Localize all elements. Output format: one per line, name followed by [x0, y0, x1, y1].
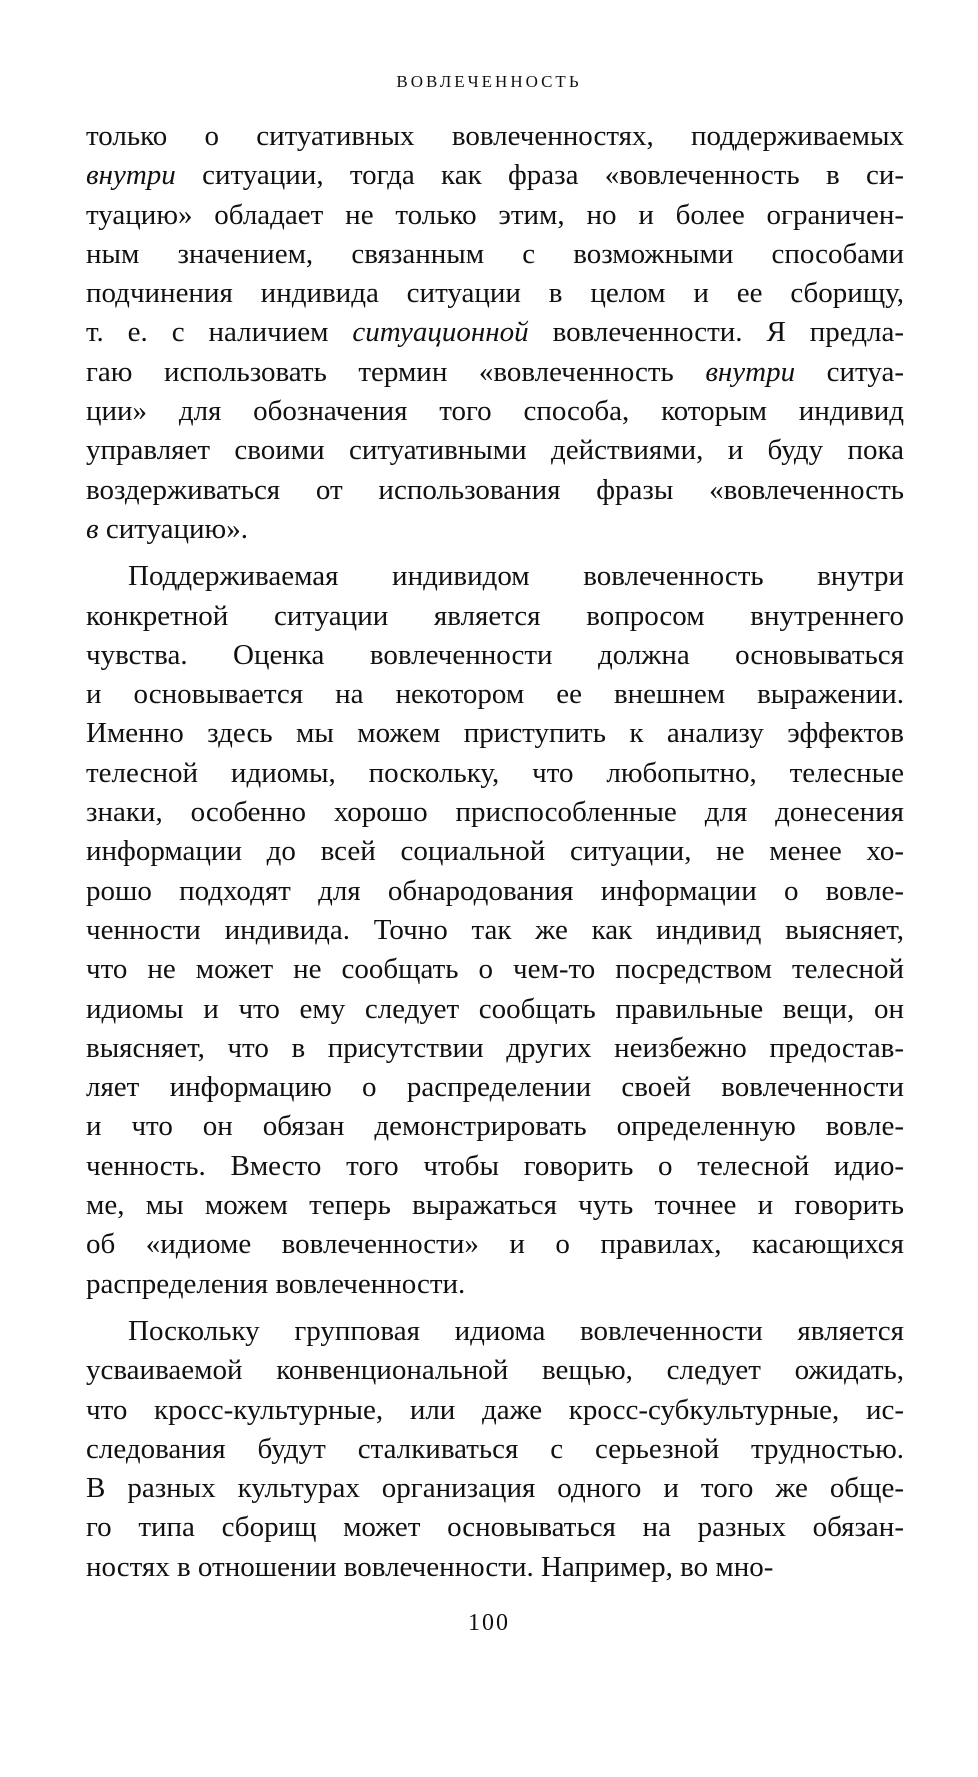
text-line: ме, мы можем теперь выражаться чуть точнее и говорить: [86, 1189, 904, 1222]
paragraph-gap: [86, 549, 904, 557]
italic-emphasis: в: [86, 512, 99, 545]
running-head: ВОВЛЕЧЕННОСТЬ: [396, 72, 582, 91]
paragraph: [86, 117, 904, 549]
text-line: что не может не сообщать о чем-то посредством телесной: [86, 953, 904, 986]
text-line: гаю использовать термин «вовлеченность внутри ситуа-: [86, 355, 904, 388]
text-line: усваиваемой конвенциональной вещью, следует ожидать,: [86, 1354, 904, 1387]
paragraph: [86, 1312, 904, 1587]
text-line: управляет своими ситуативными действиями, и буду пока: [86, 434, 904, 467]
text-line: Именно здесь мы можем приступить к анализу эффектов: [86, 717, 904, 750]
text-line: и что он обязан демонстрировать определенную вовле-: [86, 1110, 904, 1143]
text-line: что кросс-культурные, или даже кросс-субкультурные, ис-: [86, 1393, 904, 1426]
text-line: ченность. Вместо того чтобы говорить о телесной идио-: [86, 1149, 904, 1182]
text-line: ляет информацию о распределении своей вовлеченности: [86, 1071, 904, 1104]
text-line: Поддерживаемая индивидом вовлеченность внутри: [128, 560, 904, 593]
text-line: воздерживаться от использования фразы «вовлеченность: [86, 473, 904, 506]
text-line: информации до всей социальной ситуации, не менее хо-: [86, 835, 904, 868]
text-line: го типа сборищ может основываться на разных обязан-: [86, 1511, 904, 1544]
text-line: ченности индивида. Точно так же как индивид выясняет,: [86, 913, 904, 946]
text-line: ностях в отношении вовлеченности. Например, во мно-: [86, 1550, 774, 1583]
italic-emphasis: внутри: [705, 355, 796, 388]
text-line: ным значением, связанным с возможными способами: [86, 237, 904, 270]
text-line: следования будут сталкиваться с серьезной трудностью.: [86, 1432, 904, 1465]
italic-emphasis: внутри: [86, 159, 176, 192]
paragraph: [86, 557, 904, 1304]
text-line: туацию» обладает не только этим, но и более ограничен-: [86, 198, 904, 231]
text-line: только о ситуативных вовлеченностях, поддерживаемых: [86, 120, 904, 152]
italic-emphasis: ситуационной: [352, 316, 529, 349]
text-line: подчинения индивида ситуации в целом и ее сборищу,: [86, 277, 904, 310]
text-line: выясняет, что в присутствии других неизбежно предостав-: [86, 1031, 904, 1064]
paragraph-gap: [86, 1304, 904, 1312]
text-line: знаки, особенно хорошо приспособленные для донесения: [86, 796, 904, 829]
text-line: и основывается на некотором ее внешнем выражении.: [86, 678, 904, 711]
text-line: идиомы и что ему следует сообщать правильные вещи, он: [86, 992, 904, 1025]
text-line: телесной идиомы, поскольку, что любопытно, телесные: [86, 756, 904, 789]
text-line: внутри ситуации, тогда как фраза «вовлеченность в си-: [86, 159, 904, 192]
page-number: 100: [468, 1610, 510, 1636]
text-line: в ситуацию».: [86, 512, 248, 545]
text-line: В разных культурах организация одного и того же обще-: [86, 1472, 904, 1505]
text-line: распределения вовлеченности.: [86, 1267, 466, 1300]
body-text: [86, 117, 904, 1587]
text-line: конкретной ситуации является вопросом внутреннего: [86, 599, 904, 632]
text-line: Поскольку групповая идиома вовлеченности является: [128, 1314, 904, 1347]
text-line: об «идиоме вовлеченности» и о правилах, касающихся: [86, 1228, 904, 1261]
text-line: чувства. Оценка вовлеченности должна основываться: [86, 638, 904, 671]
text-line: ции» для обозначения того способа, которым индивид: [86, 395, 904, 428]
text-line: рошо подходят для обнародования информации о вовле-: [86, 874, 904, 907]
text-line: т. е. с наличием ситуационной вовлеченности. Я предла-: [86, 316, 904, 349]
